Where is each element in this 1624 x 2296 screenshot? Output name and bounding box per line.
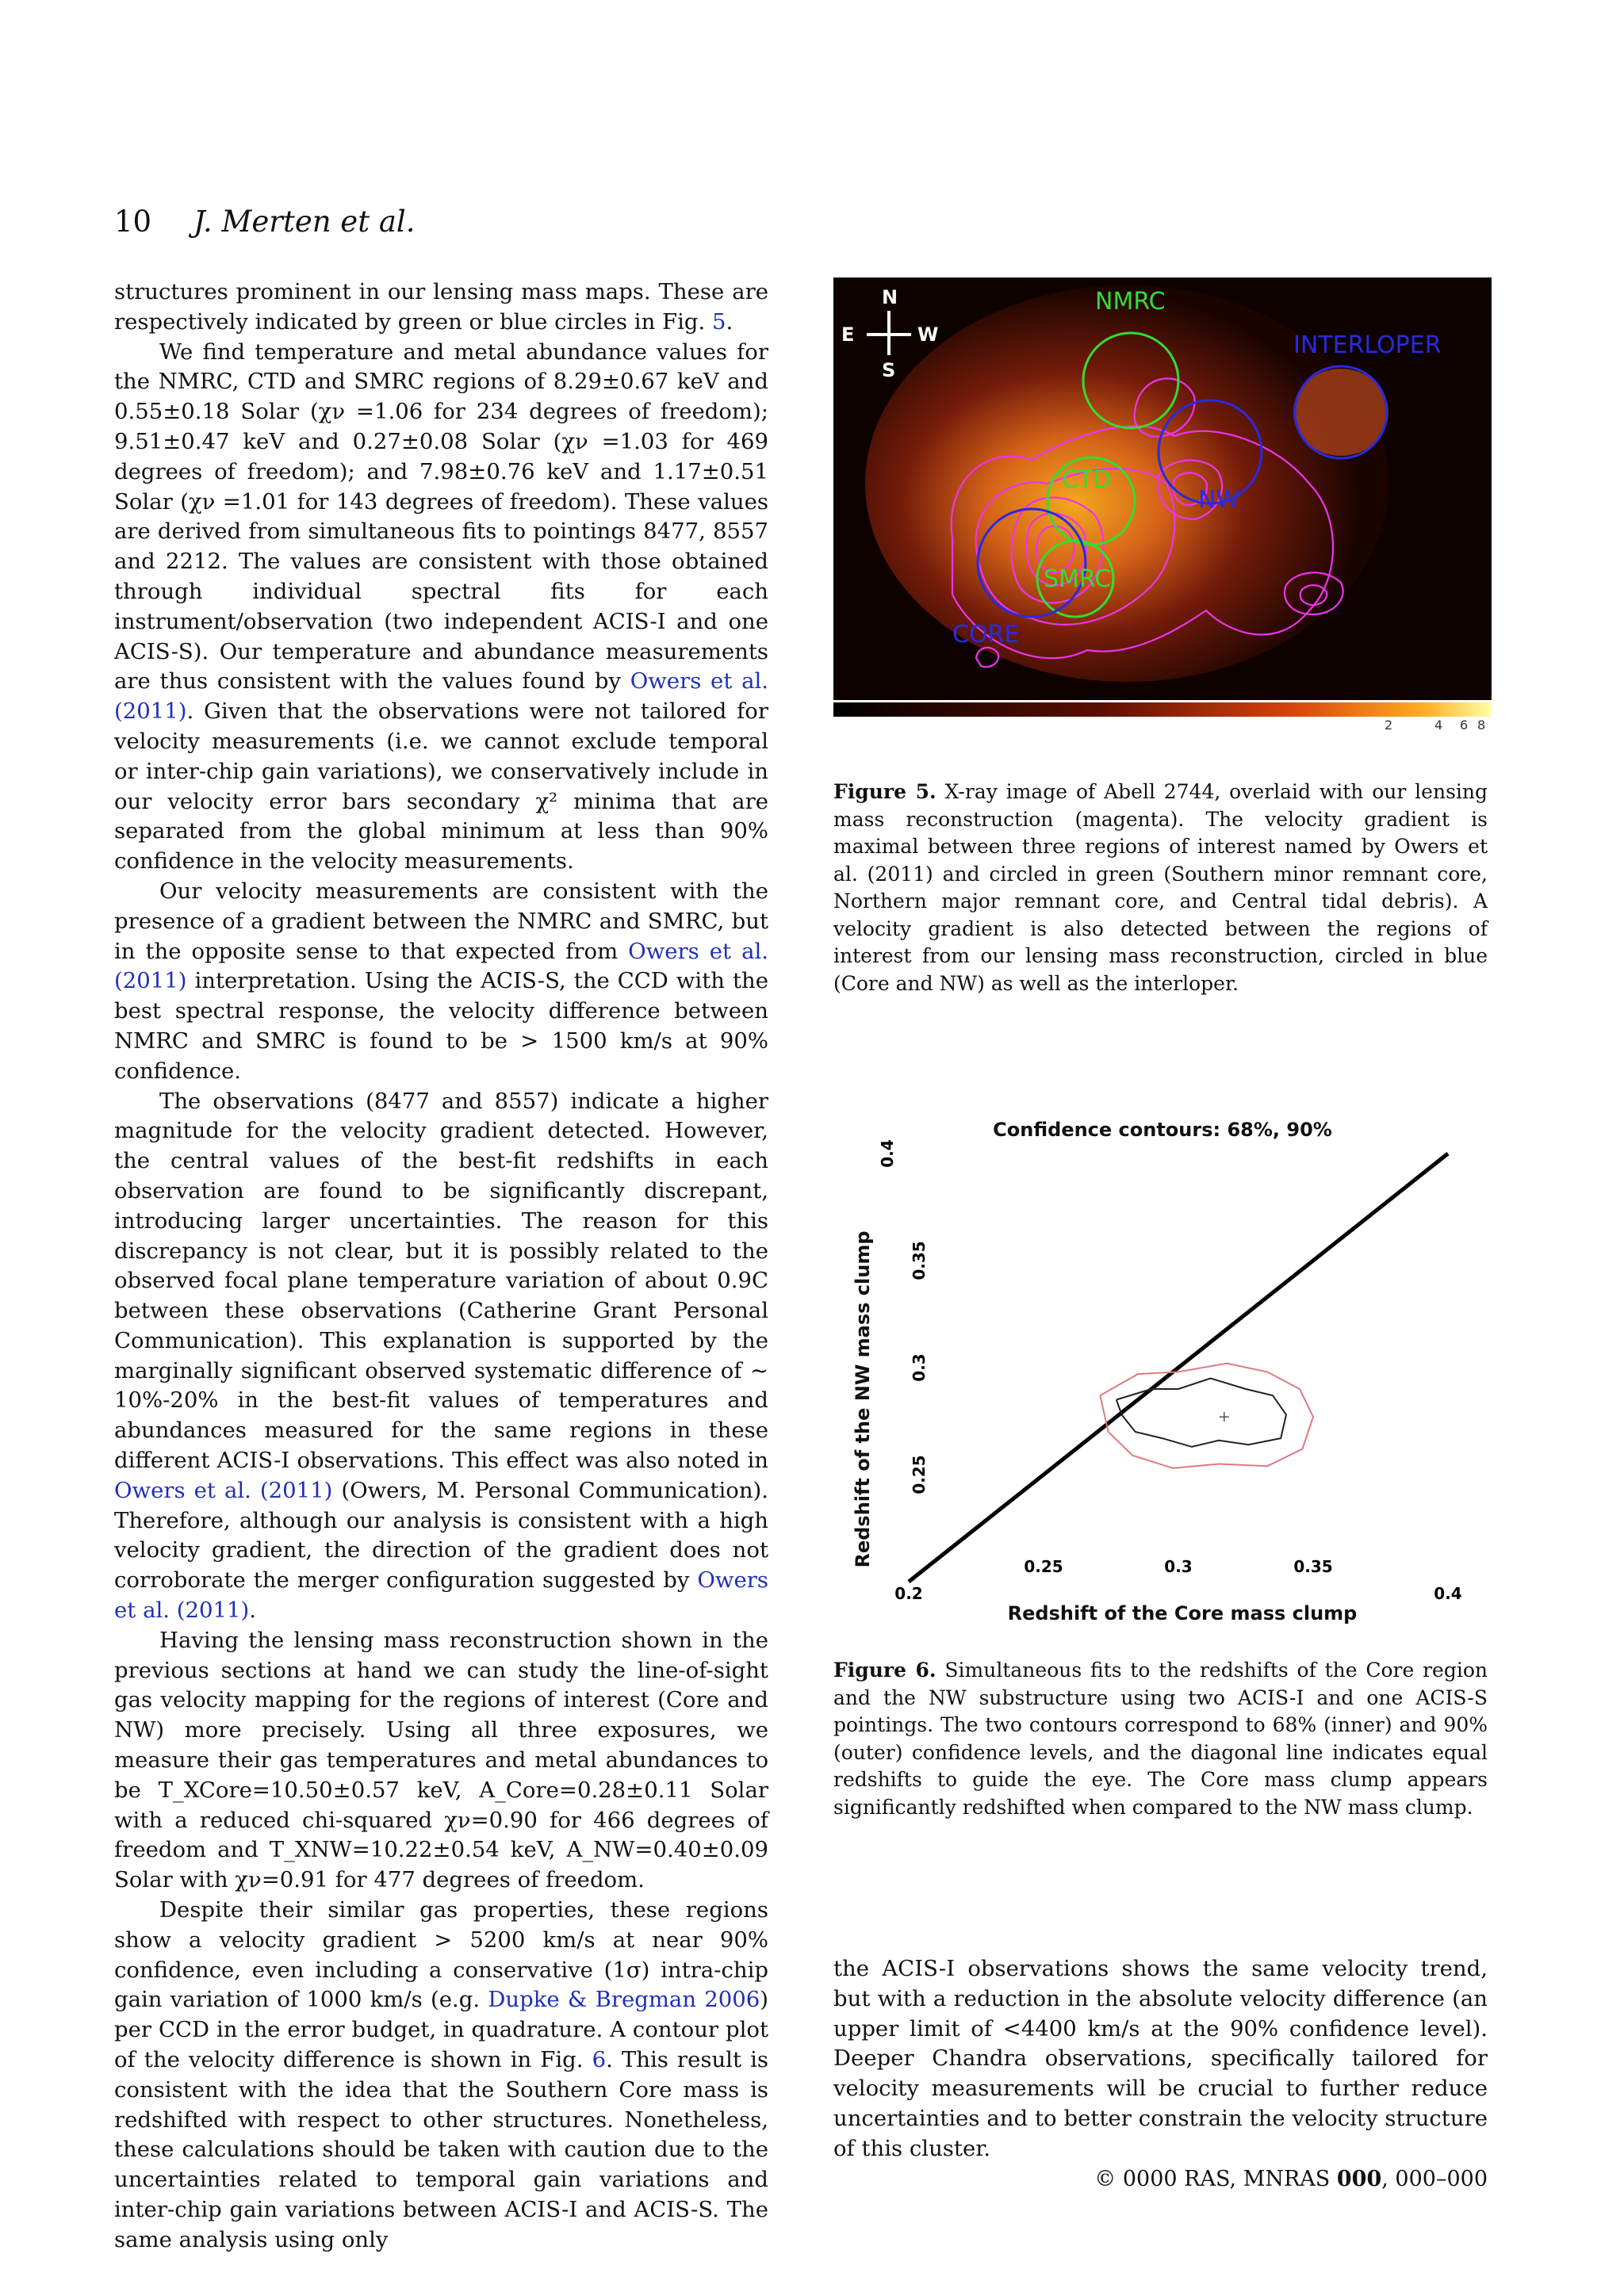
- paragraph-1: structures prominent in our lensing mass maps. These are respectively indicated by green or blue circles in Fig. 5.: [114, 279, 768, 335]
- label-ctd: CTD: [1062, 466, 1112, 494]
- x-tick-label: 0.2: [894, 1584, 923, 1603]
- paragraph-4: The observations (8477 and 8557) indicate a higher magnitude for the velocity gradient detected. However, the central values of the best-fit redshifts in each observation are found to be significantly discrepant, introducing larger uncertainties. The reason for this discrepancy is not clear, but it is possibly related to the observed focal plane temperature variation of about 0.9C between these observations (Catherine Grant Personal Communication). This explanation is supported by the marginally significant observed systematic difference of ∼ 10%-20% in the best-fit values of temperatures and abundances measured for the same regions in these different ACIS-I observations. This effect was also noted in Owers et al. (2011) (Owers, M. Personal Communication). Therefore, although our analysis is consistent with a high velocity gradient, the direction of the gradient does not corroborate the merger configuration suggested by Owers et al. (2011).: [114, 1088, 769, 1624]
- citation-link[interactable]: Owers et al. (2011): [114, 1567, 768, 1624]
- x-tick-label: 0.25: [1024, 1557, 1063, 1576]
- y-tick-label: 0.3: [910, 1353, 929, 1382]
- paragraph-3: Our velocity measurements are consistent with the presence of a gradient between the NMRC and SMRC, but in the opposite sense to that expected from Owers et al. (2011) interpretation. Using the ACIS-S, the CCD with the best spectral response, the velocity difference between NMRC and SMRC is found to be > 1500 km/s at 90% confidence.: [114, 878, 769, 1084]
- colorbar-tick: 2: [1385, 718, 1393, 729]
- chart-title: Confidence contours: 68%, 90%: [993, 1119, 1332, 1141]
- figure-5-caption: Figure 5. X-ray image of Abell 2744, overlaid with our lensing mass reconstruction (magenta). The velocity gradient is maximal between three regions of interest named by Owers et al. (2011) and circled in green (Southern minor remnant core, Northern major remnant core, and Central tidal debris). A velocity gradient is also detected between the regions of interest from our lensing mass reconstruction, circled in blue (Core and NW) as well as the interloper.: [833, 780, 1488, 995]
- paragraph-6: Despite their similar gas properties, these regions show a velocity gradient > 5200 km/s at near 90% confidence, even including a conservative (1σ) intra-chip gain variation of 1000 km/s (e.g. Dupke & Bregman 2006) per CCD in the error budget, in quadrature. A contour plot of the velocity difference is shown in Fig. 6. This result is consistent with the idea that the Southern Core mass is redshifted with respect to other structures. Nonetheless, these calculations should be taken with caution due to the uncertainties related to temporal gain variations and inter-chip gain variations between ACIS-I and ACIS-S. The same analysis using only: [114, 1897, 768, 2252]
- running-authors: J. Merten et al.: [193, 205, 416, 239]
- figure-5-xray-image: [833, 277, 1492, 729]
- citation-link[interactable]: Owers et al. (2011): [114, 668, 769, 725]
- figure-6-caption: Figure 6. Simultaneous fits to the redshifts of the Core region and the NW substructure using two ACIS-I and one ACIS-S pointings. The two contours correspond to 68% (inner) and 90% (outer) confidence levels, and the diagonal line indicates equal redshifts to guide the eye. The Core mass clump appears significantly redshifted when compared to the NW mass clump.: [833, 1659, 1488, 1819]
- citation-link[interactable]: Dupke & Bregman 2006: [488, 1987, 760, 2013]
- paragraph-continued: the ACIS-I observations shows the same velocity trend, but with a reduction in the absolute velocity difference (an upper limit of <4400 km/s at the 90% confidence level). Deeper Chandra observations, specifically tailored for velocity measurements will be crucial to further reduce uncertainties and to better constrain the velocity structure of this cluster.: [833, 1956, 1488, 2161]
- label-nw: NW: [1198, 486, 1240, 514]
- label-nmrc: NMRC: [1095, 288, 1166, 316]
- page-footer: © 0000 RAS, MNRAS 000, 000–000: [1094, 2167, 1488, 2191]
- citation-link[interactable]: Owers et al. (2011): [114, 1477, 333, 1503]
- page-header: [114, 205, 416, 239]
- fig-ref-link[interactable]: 6: [592, 2047, 607, 2073]
- x-tick-label: 0.4: [1434, 1584, 1462, 1603]
- page-number: 10: [114, 205, 152, 239]
- svg-text:E: E: [841, 323, 855, 346]
- y-tick-label: 0.35: [910, 1241, 929, 1280]
- label-core: CORE: [952, 621, 1020, 649]
- label-interloper: INTERLOPER: [1293, 331, 1442, 359]
- colorbar: [833, 702, 1492, 717]
- fig-ref-link[interactable]: 5: [712, 308, 726, 335]
- figure-6-contour-chart: [833, 1114, 1492, 1637]
- confidence-contour: [1116, 1379, 1286, 1447]
- y-tick-label: 0.4: [878, 1139, 897, 1168]
- right-column: [833, 1954, 1488, 2164]
- best-fit-marker: [1220, 1412, 1229, 1422]
- paragraph-5: Having the lensing mass reconstruction shown in the previous sections at hand we can study the line-of-sight gas velocity mapping for the regions of interest (Core and NW) more precisely. Using all three exposures, we measure their gas temperatures and metal abundances to be T_XCore=10.50±0.57 keV, A_Core=0.28±0.11 Solar with a reduced chi-squared χν=0.90 for 466 degrees of freedom and T_XNW=10.22±0.54 keV, A_NW=0.40±0.09 Solar with χν=0.91 for 477 degrees of freedom.: [114, 1627, 768, 1893]
- svg-text:N: N: [882, 286, 898, 308]
- left-column: [114, 277, 768, 2256]
- x-tick-label: 0.3: [1164, 1557, 1193, 1576]
- colorbar-tick: 4: [1434, 718, 1443, 729]
- x-axis-label: Redshift of the Core mass clump: [1007, 1602, 1358, 1624]
- colorbar-tick: 6: [1460, 718, 1469, 729]
- svg-text:S: S: [882, 359, 896, 381]
- equal-redshift-line: [909, 1154, 1448, 1582]
- citation-link[interactable]: Owers et al. (2011): [114, 938, 769, 994]
- x-tick-label: 0.35: [1293, 1557, 1333, 1576]
- svg-text:W: W: [917, 323, 939, 346]
- paragraph-2: We find temperature and metal abundance values for the NMRC, CTD and SMRC regions of 8.29±0.67 keV and 0.55±0.18 Solar (χν =1.06 for 234 degrees of freedom); 9.51±0.47 keV and 0.27±0.08 Solar (χν =1.03 for 469 degrees of freedom); and 7.98±0.76 keV and 1.17±0.51 Solar (χν =1.01 for 143 degrees of freedom). These values are derived from simultaneous fits to pointings 8477, 8557 and 2212. The values are consistent with those obtained through individual spectral fits for each instrument/observation (two independent ACIS-I and one ACIS-S). Our temperature and abundance measurements are thus consistent with the values found by Owers et al. (2011). Given that the observations were not tailored for velocity measurements (i.e. we cannot exclude temporal or inter-chip gain variations), we conservatively include in our velocity error bars secondary χ² minima that are separated from the global minimum at less than 90% confidence in the velocity measurements.: [114, 339, 769, 874]
- y-tick-label: 0.25: [910, 1455, 929, 1494]
- label-smrc: SMRC: [1044, 565, 1112, 593]
- colorbar-tick: 8: [1477, 718, 1486, 729]
- y-axis-label: Redshift of the NW mass clump: [852, 1230, 874, 1568]
